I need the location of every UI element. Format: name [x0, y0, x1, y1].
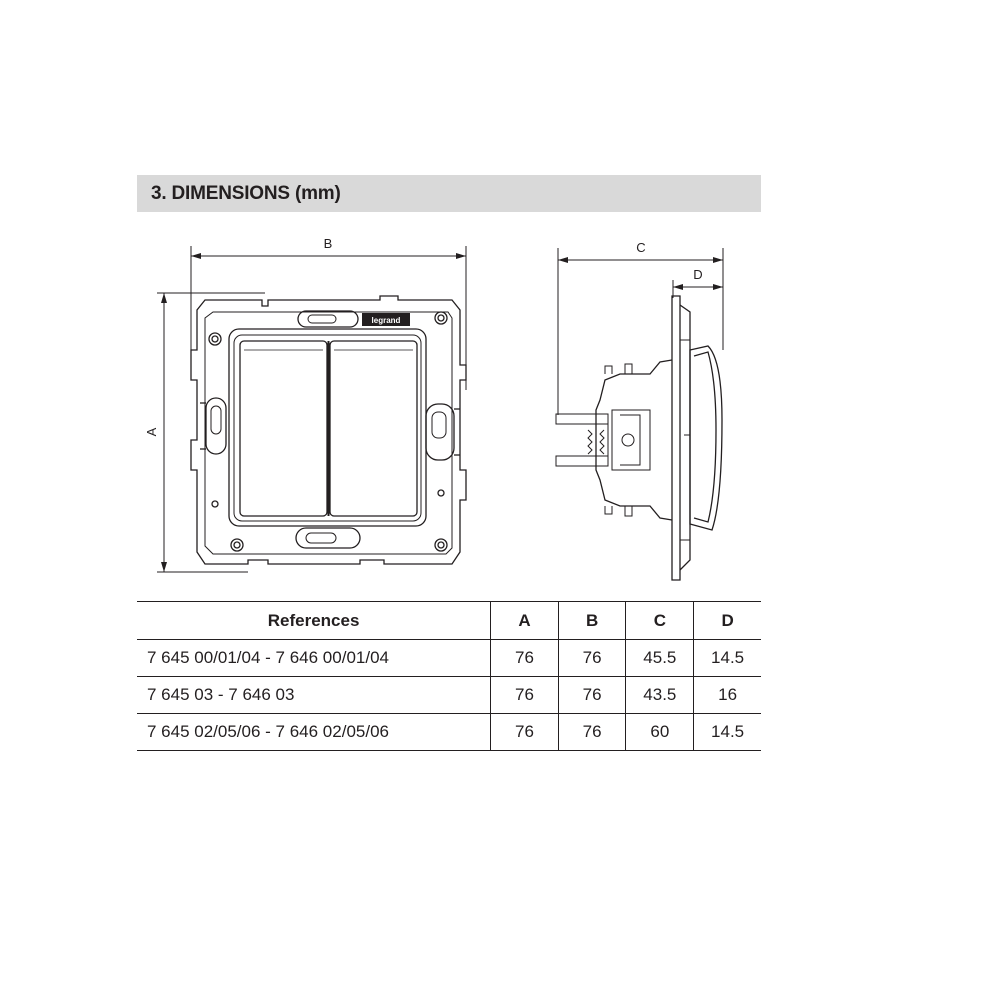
table-row [137, 677, 761, 714]
header-a: A [491, 602, 559, 640]
section-title: 3. DIMENSIONS (mm) [151, 183, 341, 204]
value-a-cell: 76 [491, 677, 559, 714]
value-c-cell: 45.5 [626, 640, 694, 677]
value-b-cell: 76 [558, 714, 626, 751]
table-row [137, 640, 761, 677]
header-references: References [137, 602, 491, 640]
value-c-cell: 43.5 [626, 677, 694, 714]
reference-cell: 7 645 00/01/04 - 7 646 00/01/04 [137, 640, 491, 677]
brand-logo: legrand [371, 316, 401, 325]
value-b-cell: 76 [558, 677, 626, 714]
value-a-cell: 76 [491, 640, 559, 677]
side-view-drawing [556, 240, 723, 580]
value-a-cell: 76 [491, 714, 559, 751]
dim-label-c: C [636, 240, 646, 255]
dim-label-d: D [693, 267, 703, 282]
references-table [137, 601, 761, 751]
reference-cell: 7 645 03 - 7 646 03 [137, 677, 491, 714]
dim-label-a: A [144, 427, 159, 437]
table-row [137, 714, 761, 751]
value-b-cell: 76 [558, 640, 626, 677]
value-d-cell: 14.5 [694, 714, 761, 751]
front-view-drawing [144, 236, 466, 572]
reference-cell: 7 645 02/05/06 - 7 646 02/05/06 [137, 714, 491, 751]
value-c-cell: 60 [626, 714, 694, 751]
header-b: B [558, 602, 626, 640]
dim-label-b: B [323, 236, 333, 251]
value-d-cell: 14.5 [694, 640, 761, 677]
header-d: D [694, 602, 761, 640]
table-header-row [137, 602, 761, 640]
value-d-cell: 16 [694, 677, 761, 714]
header-c: C [626, 602, 694, 640]
